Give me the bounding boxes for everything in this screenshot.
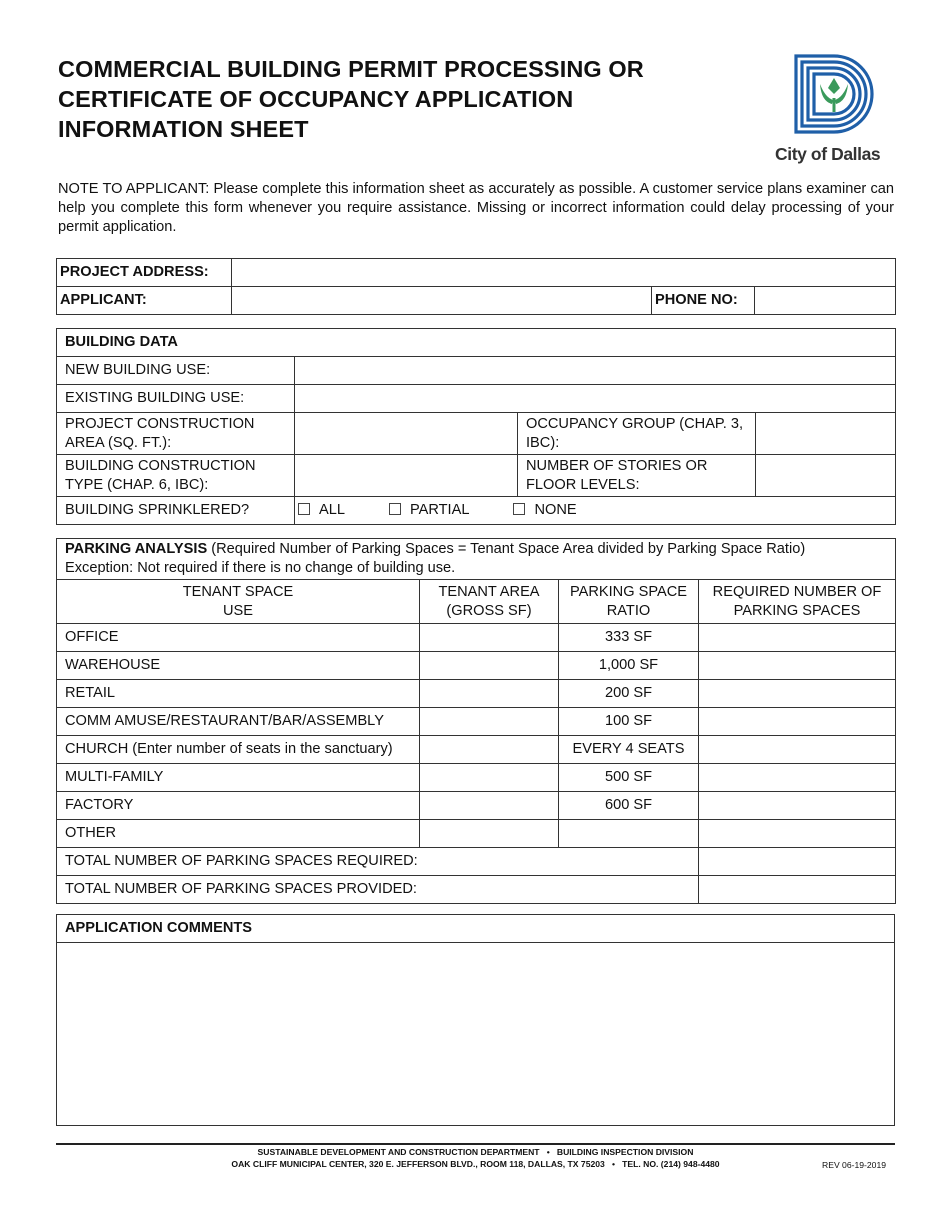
table-row bbox=[57, 652, 896, 680]
sprinkler-option-partial[interactable] bbox=[389, 501, 469, 520]
footer-address bbox=[56, 1146, 895, 1170]
form-title bbox=[58, 54, 738, 144]
parking-ratio-cell: 600 SF bbox=[559, 792, 699, 820]
sprinkler-none-label: NONE bbox=[534, 502, 577, 518]
project-address-label: PROJECT ADDRESS: bbox=[57, 259, 232, 287]
city-logo-icon bbox=[794, 54, 876, 136]
revision-date: REV 06-19-2019 bbox=[822, 1160, 887, 1170]
parking-ratio-cell: 1,000 SF bbox=[559, 652, 699, 680]
tenant-area-field[interactable] bbox=[420, 736, 559, 764]
sprinkler-all-checkbox[interactable] bbox=[298, 503, 310, 515]
table-row bbox=[57, 708, 896, 736]
project-address-field[interactable] bbox=[232, 259, 896, 287]
total-required-row bbox=[57, 848, 896, 876]
required-spaces-field[interactable] bbox=[699, 624, 896, 652]
existing-building-use-field[interactable] bbox=[295, 385, 896, 413]
table-row bbox=[57, 736, 896, 764]
column-header-tenant-space-use: TENANT SPACE USE bbox=[57, 580, 420, 624]
parking-analysis-intro bbox=[57, 539, 896, 580]
sprinkler-partial-checkbox[interactable] bbox=[389, 503, 401, 515]
table-row bbox=[57, 624, 896, 652]
column-header-parking-ratio: PARKING SPACE RATIO bbox=[559, 580, 699, 624]
sprinklered-label: BUILDING SPRINKLERED? bbox=[57, 497, 295, 525]
total-required-field[interactable] bbox=[699, 848, 896, 876]
parking-ratio-cell: EVERY 4 SEATS bbox=[559, 736, 699, 764]
tenant-use-cell: OTHER bbox=[57, 820, 420, 848]
table-row bbox=[57, 820, 896, 848]
total-provided-label: TOTAL NUMBER OF PARKING SPACES PROVIDED: bbox=[57, 876, 699, 904]
form-title-line-2: CERTIFICATE OF OCCUPANCY APPLICATION bbox=[58, 86, 574, 112]
sprinkler-all-label: ALL bbox=[319, 502, 345, 518]
required-spaces-field[interactable] bbox=[699, 736, 896, 764]
required-spaces-field[interactable] bbox=[699, 680, 896, 708]
sprinkler-partial-label: PARTIAL bbox=[409, 502, 470, 518]
occupancy-group-label: OCCUPANCY GROUP (CHAP. 3, IBC): bbox=[518, 413, 756, 455]
tenant-area-field[interactable] bbox=[420, 680, 559, 708]
application-comments-field[interactable] bbox=[57, 943, 895, 1126]
parking-analysis-title: PARKING ANALYSIS bbox=[65, 541, 208, 557]
footer-location: OAK CLIFF MUNICIPAL CENTER, 320 E. JEFFERSON BLVD., ROOM 118, DALLAS, TX 75203 • TEL. NO. (214) 948-4480 bbox=[231, 1159, 720, 1169]
total-provided-row bbox=[57, 876, 896, 904]
required-spaces-field[interactable] bbox=[699, 764, 896, 792]
project-address-row bbox=[57, 259, 896, 287]
new-building-use-field[interactable] bbox=[295, 357, 896, 385]
table-row bbox=[57, 764, 896, 792]
existing-building-use-label: EXISTING BUILDING USE: bbox=[57, 385, 295, 413]
tenant-use-cell: CHURCH (Enter number of seats in the sanctuary) bbox=[57, 736, 420, 764]
required-spaces-field[interactable] bbox=[699, 820, 896, 848]
applicant-field[interactable] bbox=[232, 287, 652, 315]
parking-ratio-cell: 200 SF bbox=[559, 680, 699, 708]
tenant-area-field[interactable] bbox=[420, 764, 559, 792]
parking-analysis-table bbox=[56, 538, 896, 904]
applicant-row bbox=[57, 287, 896, 315]
required-spaces-field[interactable] bbox=[699, 792, 896, 820]
form-title-line-3: INFORMATION SHEET bbox=[58, 116, 309, 142]
required-spaces-field[interactable] bbox=[699, 652, 896, 680]
parking-ratio-cell: 500 SF bbox=[559, 764, 699, 792]
column-header-required-spaces: REQUIRED NUMBER OF PARKING SPACES bbox=[699, 580, 896, 624]
table-row bbox=[57, 680, 896, 708]
application-comments-header: APPLICATION COMMENTS bbox=[57, 915, 895, 943]
tenant-area-field[interactable] bbox=[420, 624, 559, 652]
tenant-use-cell: FACTORY bbox=[57, 792, 420, 820]
total-provided-field[interactable] bbox=[699, 876, 896, 904]
parking-analysis-exception: Exception: Not required if there is no change of building use. bbox=[65, 560, 456, 576]
tenant-use-cell: OFFICE bbox=[57, 624, 420, 652]
building-data-header: BUILDING DATA bbox=[57, 329, 896, 357]
tenant-use-cell: MULTI-FAMILY bbox=[57, 764, 420, 792]
sprinkler-options bbox=[295, 497, 896, 525]
tenant-use-cell: RETAIL bbox=[57, 680, 420, 708]
tenant-area-field[interactable] bbox=[420, 708, 559, 736]
tenant-use-cell: COMM AMUSE/RESTAURANT/BAR/ASSEMBLY bbox=[57, 708, 420, 736]
column-header-tenant-area: TENANT AREA (GROSS SF) bbox=[420, 580, 559, 624]
city-of-dallas-logo bbox=[770, 52, 900, 167]
applicant-info-table bbox=[56, 258, 896, 315]
parking-ratio-cell: 333 SF bbox=[559, 624, 699, 652]
new-building-use-label: NEW BUILDING USE: bbox=[57, 357, 295, 385]
tenant-area-field[interactable] bbox=[420, 652, 559, 680]
application-comments-table bbox=[56, 914, 895, 1126]
applicant-label: APPLICANT: bbox=[57, 287, 232, 315]
occupancy-group-field[interactable] bbox=[756, 413, 896, 455]
construction-area-label: PROJECT CONSTRUCTION AREA (SQ. FT.): bbox=[57, 413, 295, 455]
logo-city-name: City of Dallas bbox=[775, 144, 881, 164]
tenant-use-cell: WAREHOUSE bbox=[57, 652, 420, 680]
sprinkler-option-all[interactable] bbox=[298, 501, 345, 520]
sprinkler-option-none[interactable] bbox=[513, 501, 576, 520]
construction-type-field[interactable] bbox=[295, 455, 518, 497]
building-data-table bbox=[56, 328, 896, 525]
phone-field[interactable] bbox=[755, 287, 896, 315]
tenant-area-field[interactable] bbox=[420, 820, 559, 848]
construction-type-label: BUILDING CONSTRUCTION TYPE (CHAP. 6, IBC): bbox=[57, 455, 295, 497]
parking-analysis-formula: (Required Number of Parking Spaces = Tenant Space Area divided by Parking Space Ratio) bbox=[207, 541, 806, 557]
number-of-stories-field[interactable] bbox=[756, 455, 896, 497]
parking-ratio-field[interactable] bbox=[559, 820, 699, 848]
total-required-label: TOTAL NUMBER OF PARKING SPACES REQUIRED: bbox=[57, 848, 699, 876]
phone-label: PHONE NO: bbox=[652, 287, 755, 315]
table-row bbox=[57, 792, 896, 820]
footer-divider bbox=[56, 1143, 895, 1145]
construction-area-field[interactable] bbox=[295, 413, 518, 455]
number-of-stories-label: NUMBER OF STORIES OR FLOOR LEVELS: bbox=[518, 455, 756, 497]
form-title-line-1: COMMERCIAL BUILDING PERMIT PROCESSING OR bbox=[58, 56, 644, 82]
tenant-area-field[interactable] bbox=[420, 792, 559, 820]
parking-column-headers bbox=[57, 580, 896, 624]
parking-ratio-cell: 100 SF bbox=[559, 708, 699, 736]
required-spaces-field[interactable] bbox=[699, 708, 896, 736]
footer-department: SUSTAINABLE DEVELOPMENT AND CONSTRUCTION DEPARTMENT • BUILDING INSPECTION DIVISION bbox=[257, 1147, 694, 1157]
sprinkler-none-checkbox[interactable] bbox=[513, 503, 525, 515]
note-to-applicant: NOTE TO APPLICANT: Please complete this information sheet as accurately as possible. A customer service plans examiner can help you complete this form whenever you require assistance. Missing or incorrect information could delay processing of your permit application. bbox=[58, 181, 894, 235]
